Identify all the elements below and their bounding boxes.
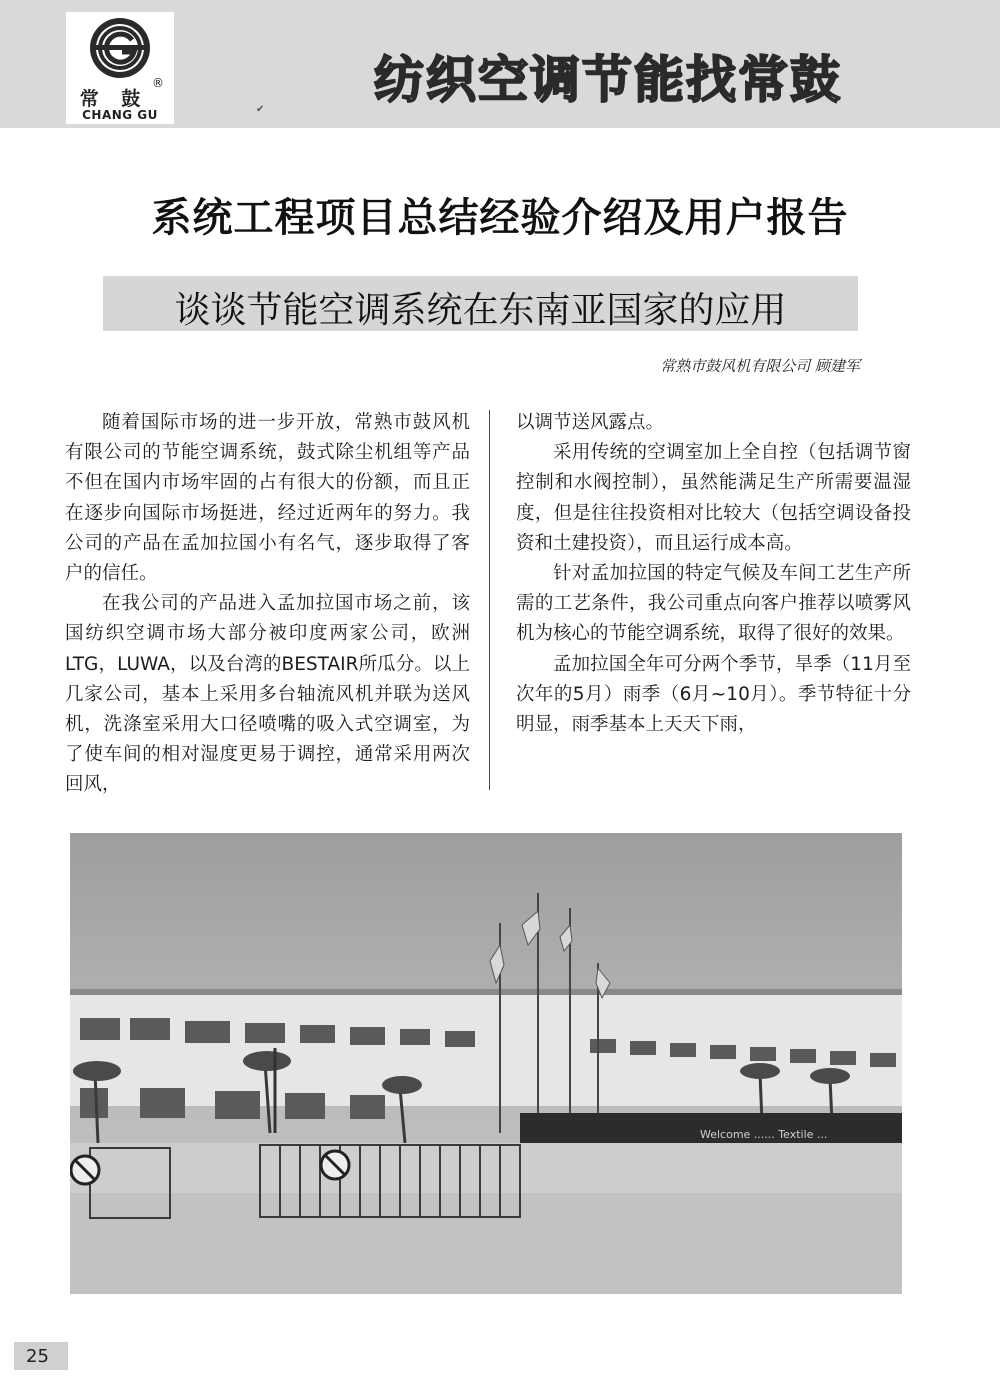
column-divider xyxy=(489,410,490,790)
paragraph: 针对孟加拉国的特定气候及车间工艺生产所需的工艺条件，我公司重点向客户推荐以喷雾风机为核心的节能空调系统，取得了很好的效果。 xyxy=(516,563,911,645)
gate-sign-en: Welcome ...... Textile ... xyxy=(700,1128,828,1141)
paragraph: 在我公司的产品进入孟加拉国市场之前，该国纺织空调市场大部分被印度两家公司，欧洲LTG，LUWA，以及台湾的BESTAIR所瓜分。以上几家公司，基本上采用多台轴流风机并联为送风机，洗涤室采用大口径喷嘴的吸入式空调室，为了使车间的相对湿度更易于调控，通常采用两次回风， xyxy=(65,593,470,796)
factory-scene-image xyxy=(70,833,902,1294)
article-title: 系统工程项目总结经验介绍及用户报告 xyxy=(151,195,849,241)
brand-logo xyxy=(66,12,174,124)
article-subtitle: 谈谈节能空调系统在东南亚国家的应用 xyxy=(174,290,787,331)
page-number: 25 xyxy=(26,1346,49,1367)
body-column-left xyxy=(65,408,470,801)
brand-name-cn: 常 鼓 xyxy=(79,88,149,110)
banner-mark: ✔ xyxy=(256,104,265,115)
paragraph: 随着国际市场的进一步开放，常熟市鼓风机有限公司的节能空调系统，鼓式除尘机组等产品不但在国内市场牢固的占有很大的份额，而且正在逐步向国际市场挺进，经过近两年的努力。我公司的产品在孟加拉国小有名气，逐步取得了客户的信任。 xyxy=(65,412,470,585)
header-banner xyxy=(0,0,1000,128)
paragraph-continuation: 以调节送风露点。 xyxy=(516,412,665,433)
paragraph: 孟加拉国全年可分两个季节，旱季（11月至次年的5月）雨季（6月~10月）。季节特征十分明显，雨季基本上天天下雨， xyxy=(516,653,911,736)
chang-gu-logo-icon xyxy=(76,16,164,86)
body-column-right xyxy=(516,408,911,740)
article-byline: 常熟市鼓风机有限公司 顾建军 xyxy=(660,357,860,375)
registered-mark: ® xyxy=(152,76,164,90)
banner-slogan: 纺织空调节能找常鼓 xyxy=(374,51,842,109)
factory-photo xyxy=(70,833,902,1294)
no-entry-sign-icon xyxy=(321,1151,349,1179)
no-entry-sign-icon xyxy=(71,1156,99,1184)
paragraph: 采用传统的空调室加上全自控（包括调节窗控制和水阀控制），虽然能满足生产所需要温湿度，但是往往投资相对比较大（包括空调设备投资和土建投资），而且运行成本高。 xyxy=(516,442,911,554)
brand-name-en: CHANG GU xyxy=(82,108,158,122)
